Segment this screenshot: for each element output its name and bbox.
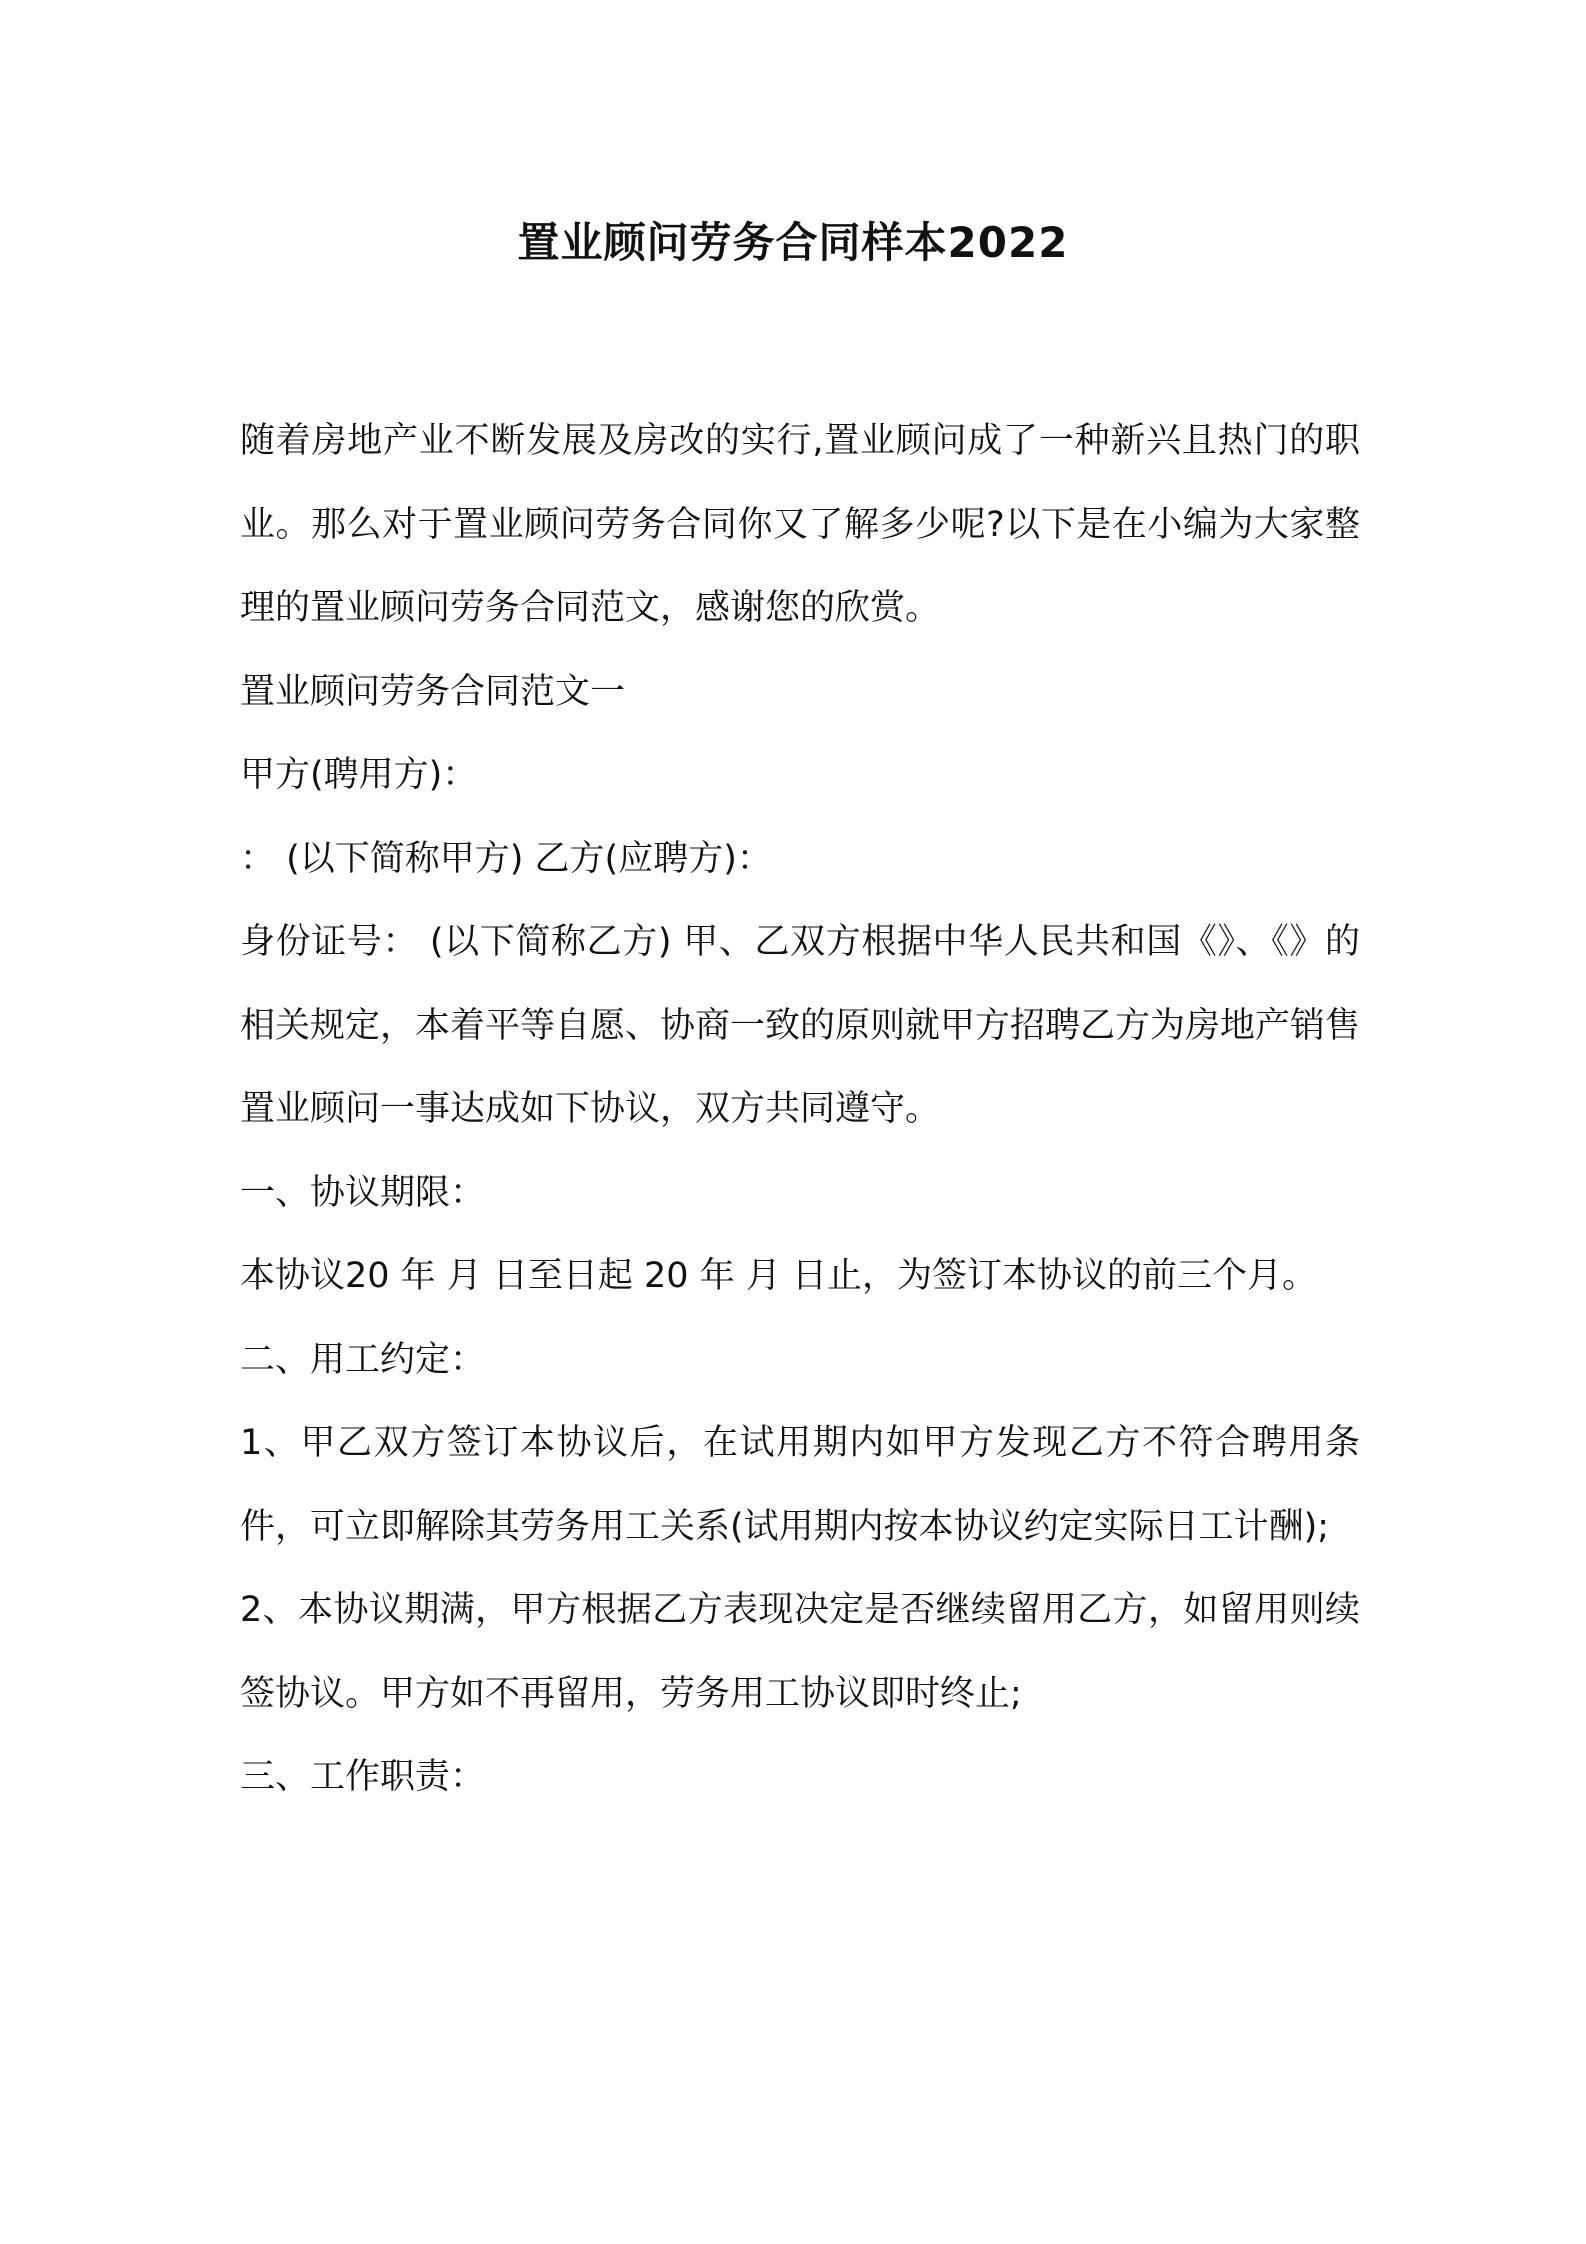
clause-employment-item-2: 2、本协议期满，甲方根据乙方表现决定是否继续留用乙方，如留用则续签协议。甲方如不再留用，劳务用工协议即时终止; [240,1590,1360,1714]
clause-heading-employment: 二、用工约定： [240,1339,486,1380]
document-title: 置业顾问劳务合同样本2022 [517,218,1069,267]
clause-employment-item-1: 1、甲乙双方签订本协议后，在试用期内如甲方发现乙方不符合聘用条件，可立即解除其劳务用工关系(试用期内按本协议约定实际日工计酬); [240,1423,1360,1547]
party-b-line: ： (以下简称甲方) 乙方(应聘方)： [240,838,772,879]
party-a-line: 甲方(聘用方)： [240,755,478,795]
section-heading-sample-one: 置业顾问劳务合同范文一 [240,671,626,712]
id-and-preamble-paragraph: 身份证号： (以下简称乙方) 甲、乙双方根据中华人民共和国《》、《》的相关规定，本着平等自愿、协商一致的原则就甲方招聘乙方为房地产销售置业顾问一事达成如下协议，双方共同遵守。 [240,922,1361,1129]
clause-heading-duties: 三、工作职责： [240,1757,486,1797]
document-body [240,400,1360,1820]
clause-term-text: 本协议20 年 月 日至日起 20 年 月 日止，为签订本协议的前三个月。 [240,1256,1317,1296]
intro-paragraph: 随着房地产业不断发展及房改的实行,置业顾问成了一种新兴且热门的职业。那么对于置业顾问劳务合同你又了解多少呢?以下是在小编为大家整理的置业顾问劳务合同范文，感谢您的欣赏。 [240,421,1360,628]
clause-heading-term: 一、协议期限： [240,1172,486,1213]
